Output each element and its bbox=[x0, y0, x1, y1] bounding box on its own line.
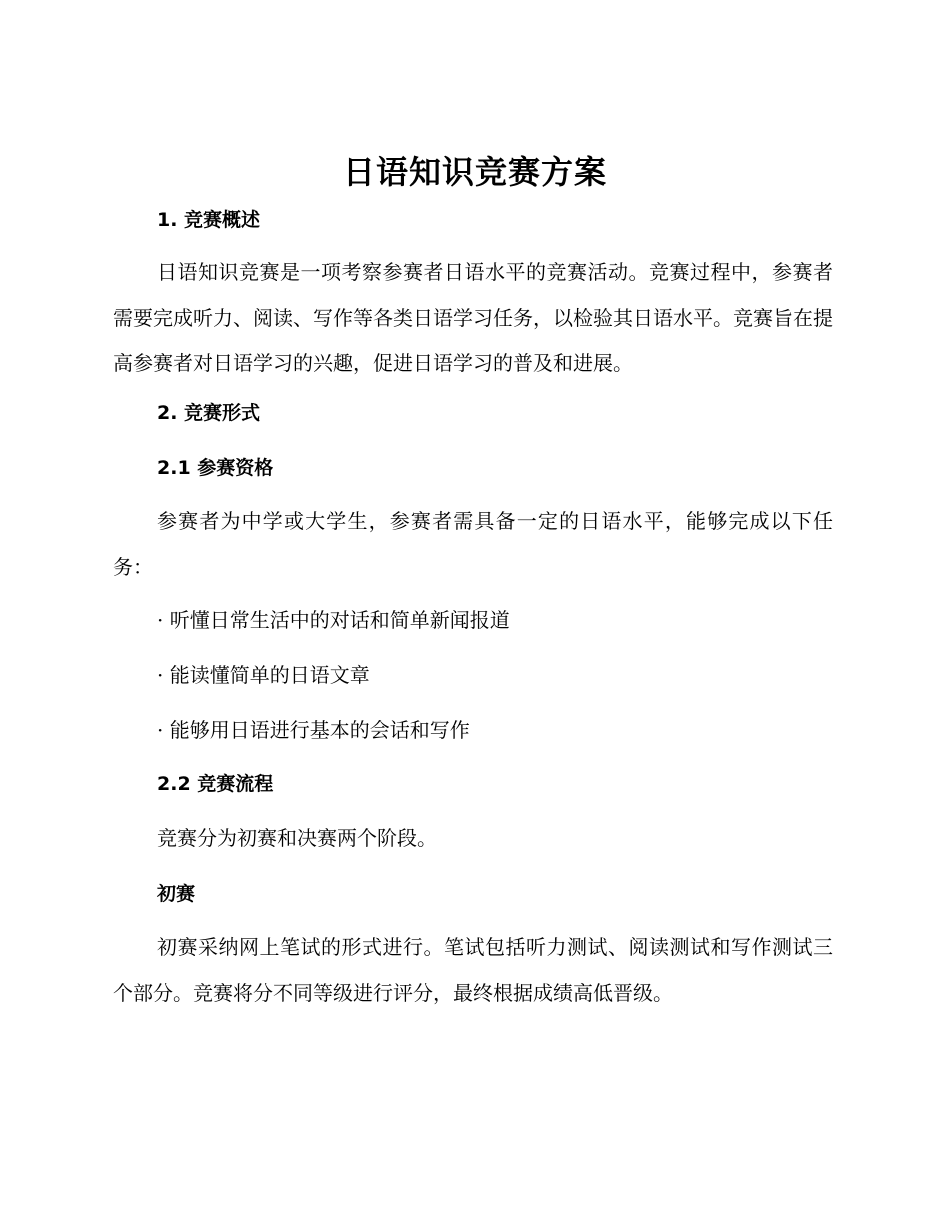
document-title: 日语知识竞赛方案 bbox=[342, 153, 607, 191]
paragraph-eligibility: 参赛者为中学或大学生，参赛者需具备一定的日语水平，能够完成以下任务： bbox=[113, 509, 833, 579]
list-item: · 能读懂简单的日语文章 bbox=[157, 663, 370, 687]
section-heading-overview: 1. 竞赛概述 bbox=[157, 209, 261, 231]
section-heading-preliminary: 初赛 bbox=[157, 883, 196, 905]
paragraph-preliminary: 初赛采纳网上笔试的形式进行。笔试包括听力测试、阅读测试和写作测试三个部分。竞赛将分不同等级进行评分，最终根据成绩高低晋级。 bbox=[113, 935, 833, 1005]
section-heading-format: 2. 竞赛形式 bbox=[157, 402, 261, 424]
section-heading-process: 2.2 竞赛流程 bbox=[157, 773, 274, 795]
paragraph-process: 竞赛分为初赛和决赛两个阶段。 bbox=[157, 826, 437, 850]
list-item: · 听懂日常生活中的对话和简单新闻报道 bbox=[157, 608, 510, 632]
paragraph-overview: 日语知识竞赛是一项考察参赛者日语水平的竞赛活动。竞赛过程中，参赛者需要完成听力、阅读、写作等各类日语学习任务，以检验其日语水平。竞赛旨在提高参赛者对日语学习的兴趣，促进日语学习的普及和进展。 bbox=[113, 260, 833, 375]
section-heading-eligibility: 2.1 参赛资格 bbox=[157, 457, 274, 479]
list-item: · 能够用日语进行基本的会话和写作 bbox=[157, 718, 470, 742]
